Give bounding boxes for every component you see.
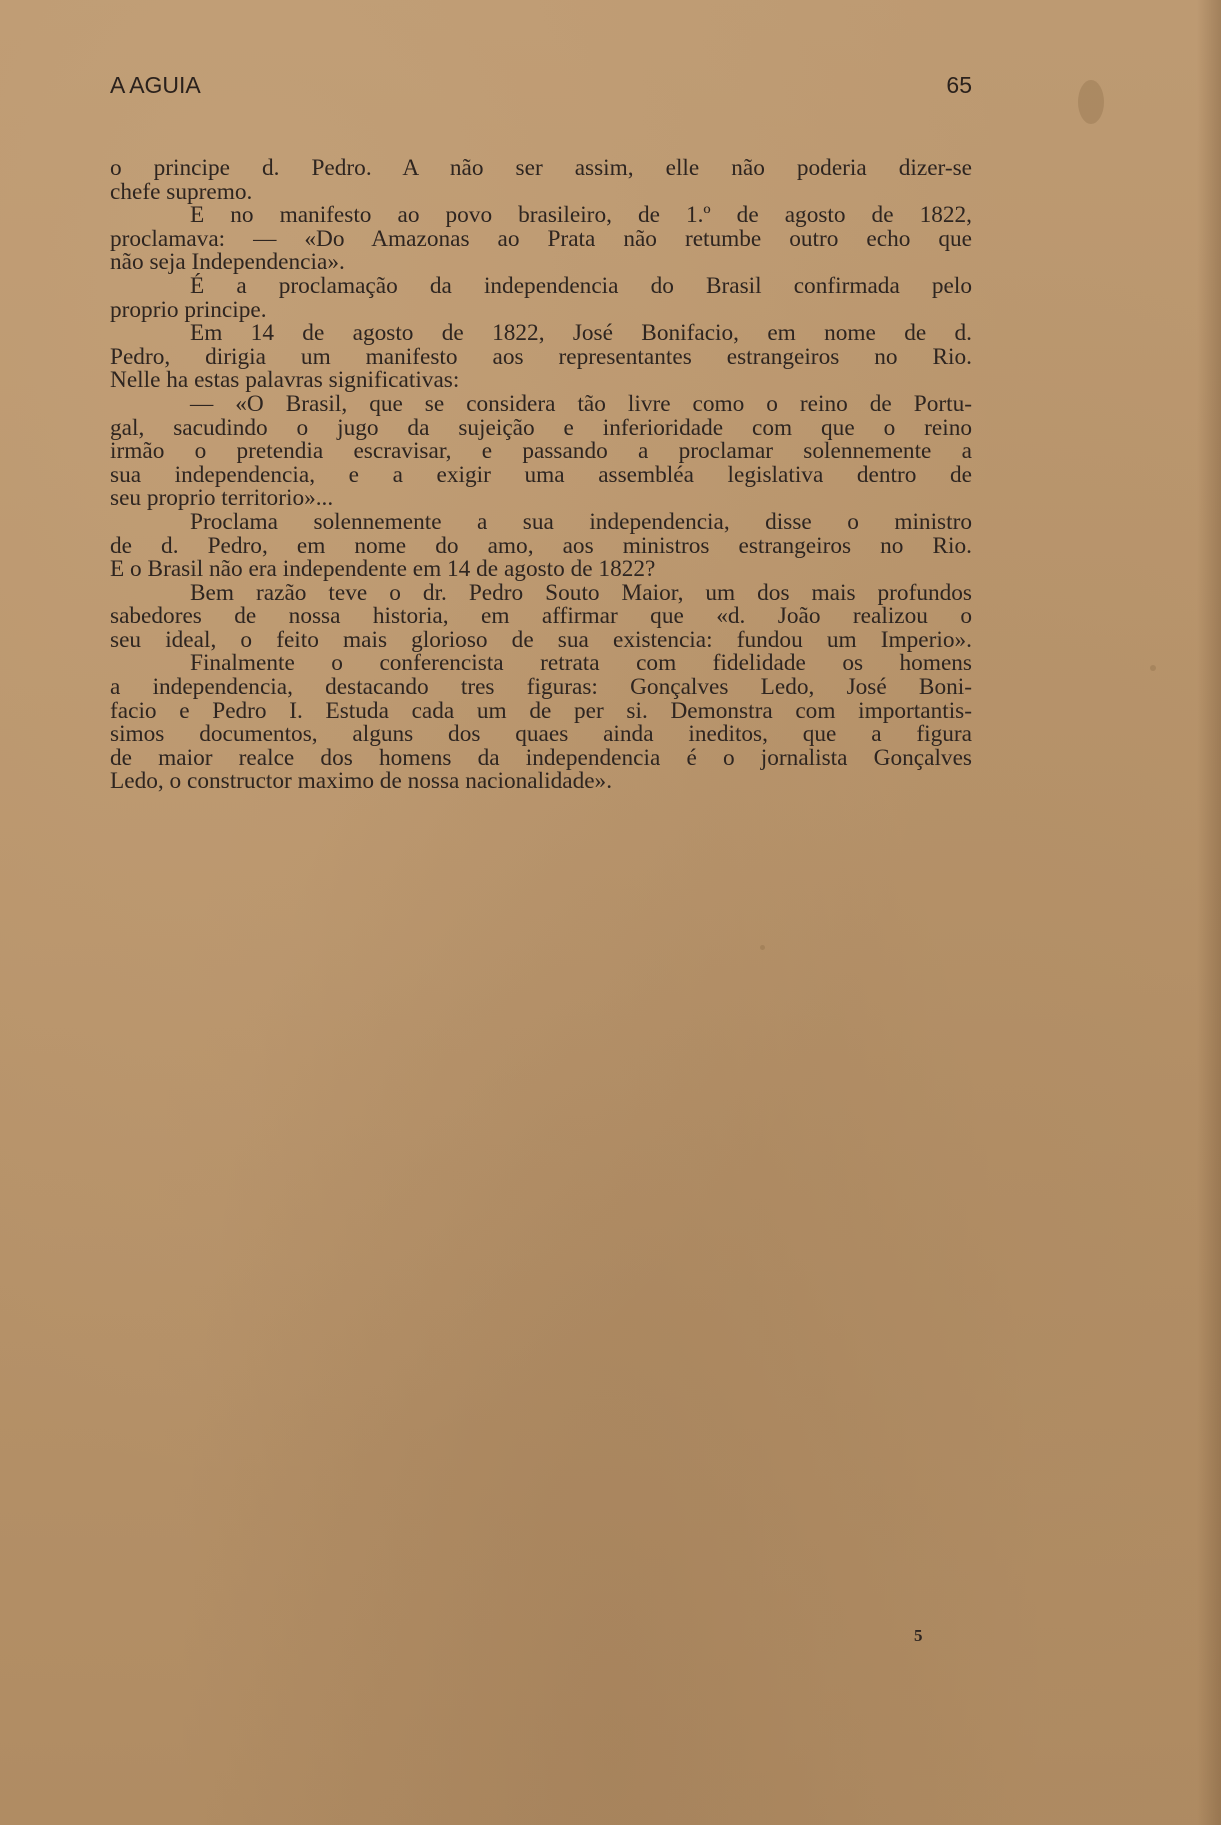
text-line: Nelle ha estas palavras significativas:	[110, 367, 460, 394]
page-header	[110, 72, 972, 104]
text-line: Finalmente o conferencista retrata com fidelidade os homens	[190, 650, 972, 677]
paper-stain	[1150, 665, 1156, 671]
page-edge-shadow	[1197, 0, 1221, 1825]
article-body	[110, 157, 972, 794]
paper-stain	[760, 945, 765, 950]
signature-mark: 5	[914, 1626, 923, 1645]
text-line: irmão o pretendia escravisar, e passando a proclamar solennemente a	[110, 438, 972, 465]
running-title: A AGUIA	[110, 72, 201, 98]
text-line: de maior realce dos homens da independencia é o jornalista Gonçalves	[110, 744, 972, 771]
text-line: chefe supremo.	[110, 178, 253, 205]
text-line: seu proprio territorio»...	[110, 485, 334, 512]
text-line: proclamava: — «Do Amazonas ao Prata não retumbe outro echo que	[110, 225, 972, 252]
text-line: o principe d. Pedro. A não ser assim, elle não poderia dizer-se	[110, 155, 972, 181]
text-line: Proclama solennemente a sua independencia, disse o ministro	[190, 508, 972, 535]
text-line: simos documentos, alguns dos quaes ainda ineditos, que a figura	[110, 721, 972, 748]
text-line: de d. Pedro, em nome do amo, aos ministros estrangeiros no Rio.	[110, 532, 972, 559]
text-line: proprio principe.	[110, 296, 267, 323]
text-line: E no manifesto ao povo brasileiro, de 1.º de agosto de 1822,	[190, 202, 972, 229]
text-line: sabedores de nossa historia, em affirmar que «d. João realizou o	[110, 603, 972, 630]
text-line: Pedro, dirigia um manifesto aos representantes estrangeiros no Rio.	[110, 343, 972, 370]
text-line: facio e Pedro I. Estuda cada um de per si. Demonstra com importantis-	[110, 697, 972, 724]
paper-stain	[1078, 80, 1104, 124]
page-number: 65	[946, 72, 972, 98]
text-line: É a proclamação da independencia do Brasil confirmada pelo	[190, 272, 972, 299]
text-line: gal, sacudindo o jugo da sujeição e inferioridade com que o reino	[110, 414, 972, 441]
text-line: Em 14 de agosto de 1822, José Bonifacio, em nome de d.	[190, 320, 972, 347]
text-line: Ledo, o constructor maximo de nossa nacionalidade».	[110, 768, 613, 795]
text-line: seu ideal, o feito mais glorioso de sua existencia: fundou um Imperio».	[110, 626, 972, 653]
text-line: E o Brasil não era independente em 14 de agosto de 1822?	[110, 556, 656, 583]
text-line: a independencia, destacando tres figuras: Gonçalves Ledo, José Boni-	[110, 674, 972, 701]
text-line: Bem razão teve o dr. Pedro Souto Maior, um dos mais profundos	[190, 579, 972, 606]
text-line: não seja Independencia».	[110, 249, 345, 276]
text-line: — «O Brasil, que se considera tão livre como o reino de Portu-	[190, 390, 972, 417]
text-line: sua independencia, e a exigir uma assembléa legislativa dentro de	[110, 461, 972, 488]
